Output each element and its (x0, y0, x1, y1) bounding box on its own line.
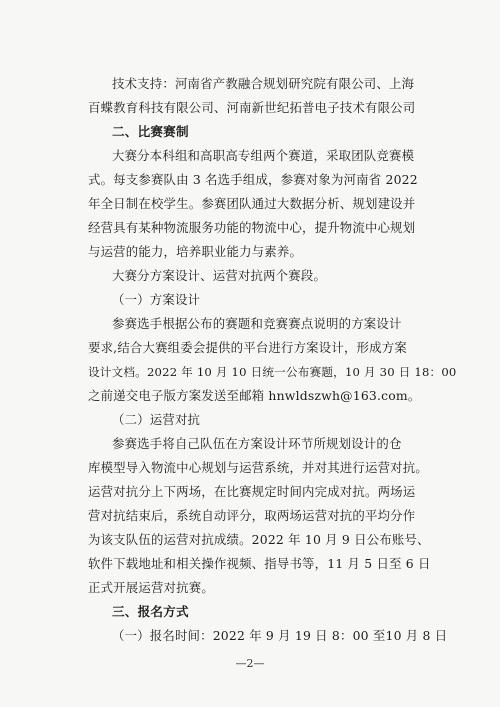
text-line: 大赛分方案设计、运营对抗两个赛段。 (112, 268, 327, 283)
text-line: 正式开展运营对抗赛。 (88, 580, 214, 595)
text-line: 运营对抗分上下两场，在比赛规定时间内完成对抗。两场运 (88, 484, 416, 499)
section-heading: 二、比赛赛制 (112, 124, 189, 139)
text-line: 设计文档。2022 年 10 月 10 日统一公布赛题，10 月 30 日 18：00 (88, 365, 457, 379)
text-line: 营对抗结束后，系统自动评分，取两场运营对抗的平均分作 (88, 508, 416, 523)
text-line: 软件下载地址和相关操作视频、指导书等，11 月 5 日至 6 日 (88, 556, 431, 571)
text-line: 百蝶教育科技有限公司、河南新世纪拓普电子技术有限公司 (88, 100, 416, 115)
text-line: 技术支持：河南省产教融合规划研究院有限公司、上海 (112, 76, 415, 91)
text-line: 库模型导入物流中心规划与运营系统，并对其进行运营对抗。 (88, 460, 428, 475)
text-line: 大赛分本科组和高职高专组两个赛道，采取团队竞赛模 (112, 148, 415, 163)
text-line: 为该支队伍的运营对抗成绩。2022 年 10 月 9 日公布账号、 (88, 532, 430, 547)
text-line: 式。每支参赛队由 3 名选手组成，参赛对象为河南省 2022 (88, 172, 418, 187)
section-heading: 三、报名方式 (112, 604, 189, 619)
text-line: 经营具有某种物流服务功能的物流中心，提升物流中心规划 (88, 220, 416, 235)
text-line: 之前递交电子版方案发送至邮箱 hnwldszwh@163.com。 (88, 388, 421, 403)
text-line: （一）报名时间：2022 年 9 月 19 日 8：00 至10 月 8 日 (112, 628, 448, 643)
page-number: —2— (235, 657, 265, 670)
subsection-heading: （一）方案设计 (112, 292, 201, 307)
text-line: 要求,结合大赛组委会提供的平台进行方案设计，形成方案 (88, 340, 407, 355)
text-line: 参赛选手根据公布的赛题和竞赛赛点说明的方案设计 (112, 316, 402, 331)
text-line: 年全日制在校学生。参赛团队通过大数据分析、规划建设并 (88, 196, 416, 211)
text-line: 参赛选手将自己队伍在方案设计环节所规划设计的仓 (112, 436, 402, 451)
subsection-heading: （二）运营对抗 (112, 412, 201, 427)
text-line: 与运营的能力，培养职业能力与素养。 (88, 244, 303, 259)
